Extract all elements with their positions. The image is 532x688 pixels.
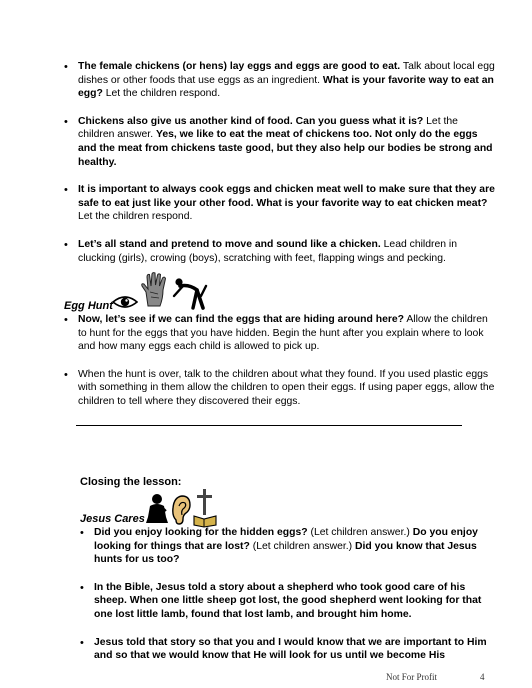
text-run: Let the children respond. [78, 211, 193, 223]
bold-text-run: What is your favorite way to eat an egg? [78, 74, 494, 100]
bullet-dot: • [64, 314, 68, 326]
paragraph [78, 115, 496, 169]
bullet-dot: • [80, 581, 84, 594]
list-item [64, 115, 496, 169]
paragraph [78, 183, 496, 224]
ear-icon [170, 494, 192, 526]
paragraph [94, 581, 500, 622]
bold-text-run: It is important to always cook eggs and chicken meat well to make sure that they are safe to eat just like your other food. What is your favorite way to eat chicken meat? [78, 184, 495, 209]
list-item [64, 313, 496, 354]
closing-heading: Closing the lesson: [80, 476, 182, 488]
bold-text-run: Chickens also give us another kind of food. Can you guess what it is? [78, 115, 424, 127]
bold-text-run: Jesus told that story so that you and I would know that we are important to Him and so that we would know that He will look for us until we become His [94, 636, 487, 662]
bullet-list-closing [80, 526, 500, 663]
list-item [80, 581, 500, 622]
paragraph [78, 60, 496, 101]
paragraph [78, 238, 496, 265]
cross-and-bible-icon [192, 488, 218, 528]
text-run: When the hunt is over, talk to the children about what they found. If you used plastic eggs with something in them allow the children to open their eggs. If using paper eggs, allow the children to tell where they discovered their eggs. [78, 368, 495, 407]
eye-icon [112, 294, 138, 310]
list-item [64, 183, 496, 224]
text-run: Allow the children to hunt for the eggs that you have hidden. Begin the hunt after you explain where to look and how many eggs each child is allowed to pick up. [78, 314, 488, 353]
bullet-dot: • [80, 527, 84, 539]
bold-text-run: Let’s all stand and pretend to move and sound like a chicken. [78, 238, 381, 250]
bullet-list-top [64, 60, 496, 265]
list-item [80, 636, 500, 663]
text-run: Let the children answer. [78, 115, 458, 141]
list-item [64, 60, 496, 101]
list-item [64, 368, 496, 409]
list-item [80, 526, 500, 567]
horizontal-rule [76, 425, 462, 426]
jesus-cares-heading: Jesus Cares [80, 513, 145, 525]
stretching-figure-icon [171, 276, 209, 310]
egg-hunt-heading: Egg Hunt [64, 300, 113, 312]
footer-text: Not For Profit [386, 672, 438, 682]
text-run: (Let children answer.) [249, 540, 355, 552]
bold-text-run: Did you enjoy looking for the hidden eggs? [94, 527, 308, 538]
text-run: Let the children respond. [102, 88, 221, 100]
text-run: Lead children in clucking (girls), crowing (boys), scratching with feet, flapping wings and pecking. [78, 238, 458, 264]
bullet-dot: • [80, 636, 84, 649]
bullet-dot: • [64, 115, 68, 128]
paragraph [78, 368, 496, 409]
bullet-dot: • [64, 238, 68, 251]
bold-text-run: The female chickens (or hens) lay eggs and eggs are good to eat. [78, 61, 401, 72]
page-number: 4 [480, 672, 485, 682]
bullet-dot: • [64, 184, 68, 197]
list-item [64, 238, 496, 265]
bold-text-run: In the Bible, Jesus told a story about a shepherd who took good care of his sheep. When one little sheep got lost, the good shepherd went looking for that one lost little lamb, found that lost lamb, and brought him home. [94, 581, 482, 620]
bold-text-run: Do you enjoy looking for things that are lost? [94, 527, 478, 552]
paragraph [78, 313, 496, 354]
bold-text-run: Did you know that Jesus hunts for us too? [94, 540, 477, 566]
bullet-dot: • [64, 368, 68, 381]
paragraph [94, 526, 500, 567]
text-run: (Let children answer.) [307, 527, 413, 538]
bullet-list-egg-hunt [64, 313, 496, 409]
paragraph [94, 636, 500, 663]
bold-text-run: Yes, we like to eat the meat of chickens too. Not only do the eggs and the meat from chickens taste good, but they also help our bodies be strong and healthy. [78, 129, 493, 168]
praying-child-icon [144, 493, 170, 525]
bold-text-run: Now, let’s see if we can find the eggs that are hiding around here? [78, 314, 405, 325]
text-run: Talk about local egg dishes or other foods that use eggs as an ingredient. [78, 61, 495, 86]
hand-icon [140, 272, 170, 308]
bullet-dot: • [64, 61, 68, 73]
